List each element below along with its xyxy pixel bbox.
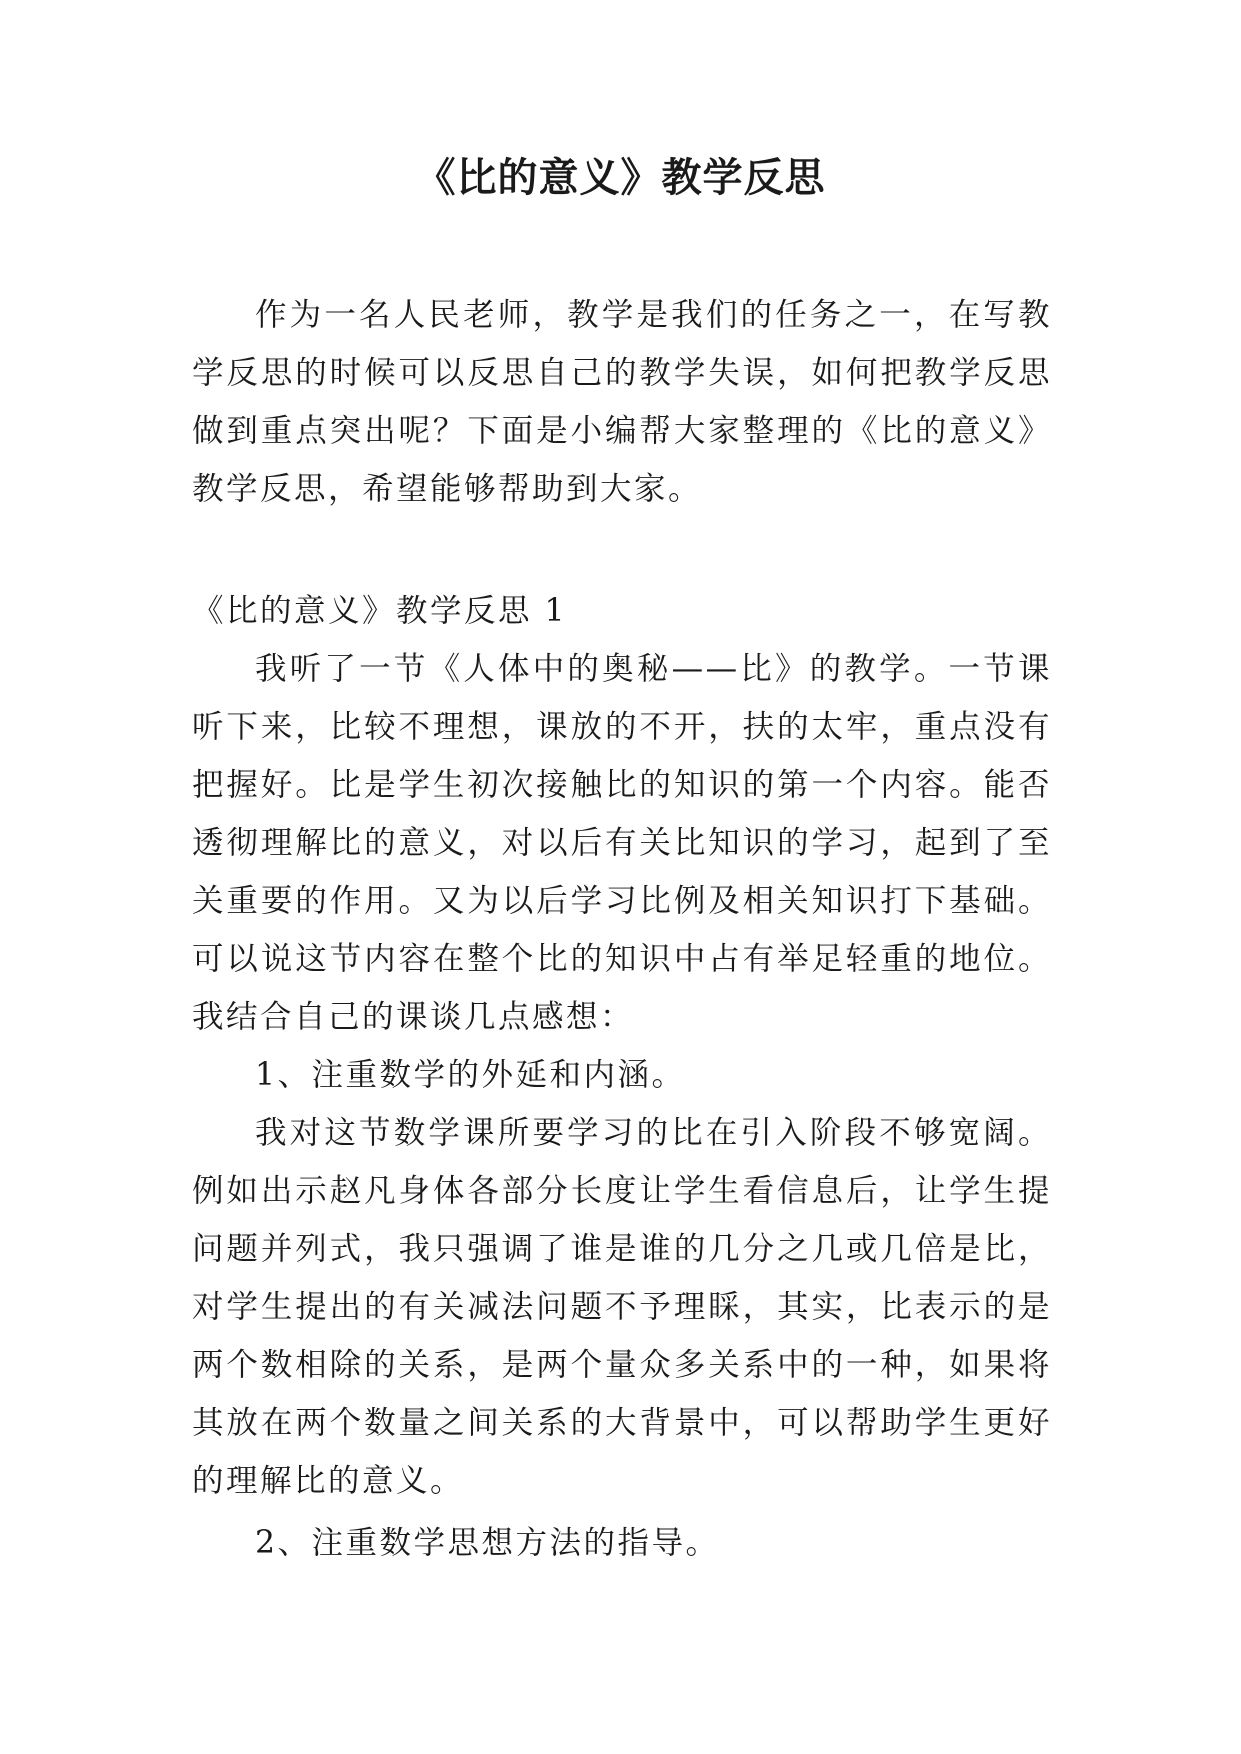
section-1-heading: 《比的意义》教学反思 1 xyxy=(192,593,568,629)
intro-block xyxy=(192,286,1052,518)
section-1-point-1: 1、注重数学的外延和内涵。 xyxy=(255,1057,686,1093)
section-1 xyxy=(192,582,1052,1572)
section-1-point-2: 2、注重数学思想方法的指导。 xyxy=(255,1525,720,1561)
section-1-paragraph-2: 我对这节数学课所要学习的比在引入阶段不够宽阔。例如出示赵凡身体各部分长度让学生看信息后，让学生提问题并列式，我只强调了谁是谁的几分之几或几倍是比，对学生提出的有关减法问题不予理睬，其实，比表示的是两个数相除的关系，是两个量众多关系中的一种，如果将其放在两个数量之间关系的大背景中，可以帮助学生更好的理解比的意义。 xyxy=(192,1115,1052,1499)
section-1-paragraph-1: 我听了一节《人体中的奥秘——比》的教学。一节课听下来，比较不理想，课放的不开，扶的太牢，重点没有把握好。比是学生初次接触比的知识的第一个内容。能否透彻理解比的意义，对以后有关比知识的学习，起到了至关重要的作用。又为以后学习比例及相关知识打下基础。可以说这节内容在整个比的知识中占有举足轻重的地位。我结合自己的课谈几点感想： xyxy=(192,651,1052,1035)
intro-paragraph: 作为一名人民老师，教学是我们的任务之一，在写教学反思的时候可以反思自己的教学失误，如何把教学反思做到重点突出呢？下面是小编帮大家整理的《比的意义》教学反思，希望能够帮助到大家。 xyxy=(192,297,1052,507)
document-title: 《比的意义》教学反思 xyxy=(415,155,826,201)
